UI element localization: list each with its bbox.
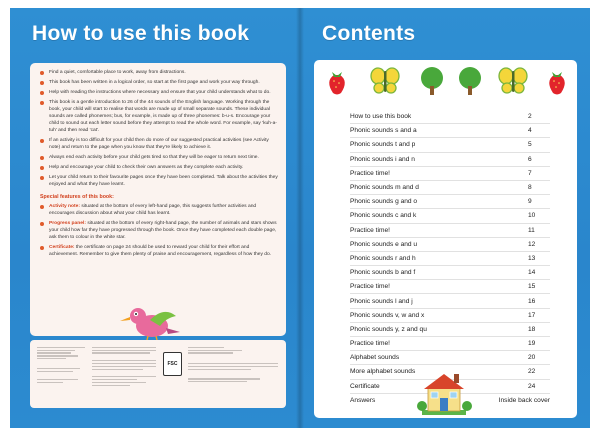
toc-title: Phonic sounds g and o [350, 198, 418, 206]
page-title-how-to-use: How to use this book [32, 22, 250, 45]
decorative-icon-row [324, 66, 567, 96]
feature-text: situated at the bottom of every left-hand page, this suggests further activities and encourages discussion about what your child has learnt. [49, 204, 257, 216]
book-spread [10, 8, 590, 428]
toc-row [350, 294, 550, 308]
toc-title: Practice time! [350, 169, 390, 177]
book-gutter [296, 8, 304, 428]
toc-title: How to use this book [350, 113, 412, 121]
tip-item: Help and encourage your child to check their own answers as they complete each activity. [40, 164, 278, 171]
feature-label: Activity note: [49, 204, 80, 209]
toc-page: 9 [528, 198, 532, 206]
imprint-environment-block [188, 345, 278, 384]
bird-illustration [120, 300, 190, 345]
tips-list [40, 69, 278, 188]
toc-page: 14 [528, 269, 536, 277]
toc-page: 22 [528, 368, 536, 376]
house-illustration [414, 368, 474, 416]
imprint-rights-block [92, 345, 156, 388]
toc-title: Alphabet sounds [350, 354, 400, 362]
toc-title: Phonic sounds c and k [350, 212, 417, 220]
feature-item [40, 220, 278, 241]
toc-row [350, 238, 550, 252]
table-of-contents [350, 110, 550, 407]
toc-row [350, 337, 550, 351]
toc-title: Phonic sounds y, z and qu [350, 325, 427, 333]
toc-page: Inside back cover [498, 396, 550, 404]
toc-row [350, 224, 550, 238]
toc-page: 12 [528, 240, 536, 248]
toc-page: 11 [528, 226, 535, 234]
toc-title: Phonic sounds t and p [350, 141, 416, 149]
toc-page: 10 [528, 212, 536, 220]
toc-title: Certificate [350, 382, 380, 390]
toc-page: 16 [528, 297, 536, 305]
toc-row [350, 110, 550, 124]
imprint-publisher-block [37, 345, 85, 385]
toc-title: Phonic sounds r and h [350, 254, 416, 262]
toc-title: Phonic sounds i and n [350, 155, 415, 163]
toc-page: 15 [528, 283, 536, 291]
strawberry-icon [549, 72, 565, 95]
toc-title: Practice time! [350, 226, 390, 234]
tip-item: Always end each activity before your child gets tired so that they will be eager to return next time. [40, 154, 278, 161]
toc-page: 4 [528, 127, 532, 135]
special-features-heading: Special features of this book: [40, 194, 114, 200]
toc-page: 20 [528, 354, 536, 362]
toc-page: 8 [528, 184, 532, 192]
left-page [10, 8, 300, 428]
toc-title: Phonic sounds s and a [350, 127, 417, 135]
toc-page: 2 [528, 113, 532, 121]
butterfly-icon [371, 68, 399, 93]
tip-item: Help with reading the instructions where necessary and ensure that your child understands what to do. [40, 89, 278, 96]
toc-row [350, 138, 550, 152]
toc-page: 18 [528, 325, 536, 333]
toc-row [350, 309, 550, 323]
butterfly-icon [499, 68, 527, 93]
toc-row [350, 153, 550, 167]
toc-row [350, 266, 550, 280]
toc-title: Answers [350, 396, 376, 404]
instructions-panel [30, 63, 286, 336]
contents-panel [314, 60, 577, 418]
feature-item [40, 244, 278, 258]
strawberry-icon [329, 72, 345, 95]
toc-row [350, 181, 550, 195]
toc-title: Phonic sounds v, w and x [350, 311, 425, 319]
feature-text: the certificate on page 24 should be used to reward your child for their effort and achievement. Remember to give them plenty of praise and encouragement, regardless of how they do. [49, 245, 272, 257]
tip-item: This book is a gentle introduction to 26 of the 44 sounds of the English language. Working through the book, your child will start to realise that words are made up of small separate sounds. These individual sounds are called phonemes; bus, for example, is made up of three phonemes: b-u-s. Encourage your child to sound out each letter sound before they attempt to read the whole word. For example, say 'kuh-a-tuh' and then read 'cat'. [40, 99, 278, 134]
toc-row [350, 252, 550, 266]
toc-page: 19 [528, 340, 536, 348]
feature-item [40, 203, 278, 217]
tip-item: If an activity is too difficult for your child then do more of our suggested practical activities (see Activity note) and return to the page when you know that they're likely to achieve it. [40, 137, 278, 151]
feature-label: Progress panel: [49, 221, 86, 226]
toc-title: Phonic sounds e and u [350, 240, 418, 248]
toc-page: 7 [528, 169, 532, 177]
tree-icon [421, 67, 443, 95]
feature-label: Certificate: [49, 245, 75, 250]
tree-icon [459, 67, 481, 95]
tip-item: Find a quiet, comfortable place to work, away from distractions. [40, 69, 278, 76]
fsc-logo-icon: FSC [163, 352, 182, 376]
toc-row [350, 351, 550, 365]
tip-item: Let your child return to their favourite pages once they have been completed. Talk about the activities they enjoyed and what they have learnt. [40, 174, 278, 188]
page-title-contents: Contents [322, 22, 416, 45]
toc-title: Practice time! [350, 340, 390, 348]
toc-row [350, 323, 550, 337]
toc-title: More alphabet sounds [350, 368, 416, 376]
toc-row [350, 209, 550, 223]
toc-row [350, 167, 550, 181]
toc-page: 17 [528, 311, 536, 319]
toc-page: 5 [528, 141, 532, 149]
imprint-panel [30, 340, 286, 408]
toc-title: Practice time! [350, 283, 390, 291]
toc-row [350, 195, 550, 209]
toc-title: Phonic sounds m and d [350, 184, 419, 192]
features-list [40, 203, 278, 258]
tip-item: This book has been written in a logical order, so start at the first page and work your way through. [40, 79, 278, 86]
toc-row [350, 124, 550, 138]
toc-page: 13 [528, 254, 536, 262]
toc-page: 24 [528, 382, 536, 390]
toc-title: Phonic sounds b and f [350, 269, 416, 277]
feature-text: situated at the bottom of every right-hand page, the number of animals and stars shows your child how far they have progressed through the book. Once they have completed each double page, ask them to colour in the white star. [49, 221, 277, 240]
toc-row [350, 280, 550, 294]
toc-page: 6 [528, 155, 532, 163]
right-page [300, 8, 590, 428]
toc-title: Phonic sounds l and j [350, 297, 413, 305]
